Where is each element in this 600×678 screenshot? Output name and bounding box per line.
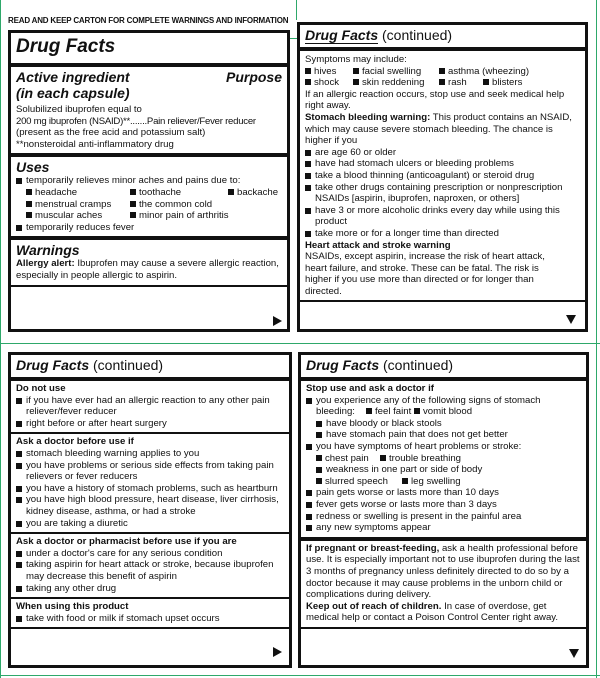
- continue-arrow-icon: [273, 647, 282, 657]
- bullet-icon: [16, 586, 22, 592]
- bullet-icon: [306, 525, 312, 531]
- use-muscular-aches: muscular aches: [35, 210, 103, 222]
- do-not-use-item: right before or after heart surgery: [16, 418, 284, 430]
- bullet-icon: [316, 421, 322, 427]
- panel-title: Drug Facts (continued): [305, 27, 453, 43]
- bullet-icon: [305, 208, 311, 214]
- stomach-item: take a blood thinning (anticoagulant) or steroid drug: [305, 170, 580, 182]
- stop-use-subrow: feel faint vomit blood: [306, 406, 581, 418]
- ask-pharmacist-item: taking aspirin for heart attack or stroke, because ibuprofen may decrease this benefit of aspirin: [16, 559, 284, 582]
- heart-warning-heading: Heart attack and stroke warning: [305, 239, 451, 251]
- bullet-icon: [306, 502, 312, 508]
- guide-line-left: [0, 0, 1, 678]
- ask-doctor-item: you have a history of stomach problems, such as heartburn: [16, 483, 284, 495]
- uses-heading: Uses: [16, 159, 50, 176]
- symptoms-intro: Symptoms may include:: [305, 54, 407, 65]
- ingredient-line: (present as the free acid and potassium salt): [16, 127, 206, 139]
- bullet-icon: [130, 201, 136, 207]
- bullet-icon: [26, 201, 32, 207]
- purpose-heading: Purpose: [225, 69, 282, 85]
- ingredient-line: **nonsteroidal anti-inflammatory drug: [16, 138, 174, 150]
- drug-facts-panel-1: [8, 30, 290, 332]
- guide-line-top-right: [296, 0, 297, 20]
- bullet-icon: [439, 68, 445, 74]
- do-not-use-heading: Do not use: [16, 383, 66, 394]
- bullet-icon: [353, 68, 359, 74]
- stop-use-item: redness or swelling is present in the painful area: [306, 511, 581, 523]
- bullet-icon: [439, 79, 445, 85]
- ask-pharmacist-item: under a doctor's care for any serious condition: [16, 548, 284, 560]
- warnings-heading: Warnings: [16, 242, 80, 259]
- stop-use-subitem: have bloody or black stools: [316, 418, 581, 430]
- keep-out-of-reach: Keep out of reach of children. In case of overdose, get medical help or contact a Poison Control Center right away.: [306, 600, 559, 624]
- bullet-icon: [353, 79, 359, 85]
- stomach-warning: Stomach bleeding warning: This product contains an NSAID, which may cause severe stomach bleeding. The chance is higher if you: [305, 111, 572, 147]
- bullet-icon: [16, 551, 22, 557]
- ingredient-line: 200 mg ibuprofen (NSAID)**.......Pain reliever/Fever reducer: [16, 115, 256, 127]
- bullet-icon: [305, 79, 311, 85]
- panel-title: Drug Facts (continued): [16, 357, 164, 373]
- stomach-item: are age 60 or older: [305, 147, 580, 159]
- stop-use-subrow: chest pain trouble breathing: [306, 453, 581, 465]
- active-ingredient-sub: (in each capsule): [16, 85, 130, 101]
- continue-arrow-icon: [566, 315, 576, 324]
- symptoms-row: hives facial swelling asthma (wheezing): [305, 66, 580, 78]
- bullet-icon: [316, 432, 322, 438]
- stomach-item: take more or for a longer time than directed: [305, 228, 580, 240]
- bullet-icon: [16, 421, 22, 427]
- stomach-item: have had stomach ulcers or bleeding problems: [305, 158, 580, 170]
- use-backache: backache: [237, 186, 279, 198]
- bullet-icon: [228, 189, 234, 195]
- ask-doctor-item: stomach bleeding warning applies to you: [16, 448, 284, 460]
- bullet-icon: [26, 189, 32, 195]
- stop-use-item: pain gets worse or lasts more than 10 days: [306, 487, 581, 499]
- bullet-icon: [16, 486, 22, 492]
- bullet-icon: [305, 185, 311, 191]
- ask-doctor-item: you are taking a diuretic: [16, 518, 284, 530]
- when-using-item: take with food or milk if stomach upset occurs: [16, 613, 284, 625]
- ask-doctor-heading: Ask a doctor before use if: [16, 436, 134, 448]
- active-ingredient-heading: Active ingredient: [16, 69, 130, 85]
- symptoms-row: shock skin reddening rash blisters: [305, 77, 580, 89]
- uses-subrow: [16, 187, 282, 199]
- bullet-icon: [306, 514, 312, 520]
- bullet-icon: [16, 398, 22, 404]
- bullet-icon: [483, 79, 489, 85]
- bullet-icon: [305, 68, 311, 74]
- bullet-icon: [130, 212, 136, 218]
- panel-title: Drug Facts (continued): [306, 357, 454, 373]
- bullet-icon: [26, 212, 32, 218]
- use-arthritis: minor pain of arthritis: [139, 210, 229, 222]
- drug-facts-panel-2: [297, 22, 588, 332]
- stomach-item: have 3 or more alcoholic drinks every day while using this product: [305, 205, 580, 228]
- bullet-icon: [305, 231, 311, 237]
- bullet-icon: [316, 478, 322, 484]
- bullet-icon: [305, 161, 311, 167]
- guide-line-bottom: [0, 675, 600, 676]
- symptoms-after: If an allergic reaction occurs, stop use and seek medical help right away.: [305, 88, 565, 112]
- ask-doctor-item: you have high blood pressure, heart disease, liver cirrhosis, kidney disease, asthma, or had a stroke: [16, 494, 284, 517]
- carton-banner: READ AND KEEP CARTON FOR COMPLETE WARNINGS AND INFORMATION: [8, 15, 289, 25]
- stop-use-subitem: weakness in one part or side of body: [316, 464, 581, 476]
- bullet-icon: [306, 490, 312, 496]
- drug-facts-panel-4: [298, 352, 589, 668]
- ask-doctor-item: you have problems or serious side effects from taking pain relievers or fever reducers: [16, 460, 284, 483]
- continue-arrow-icon: [273, 316, 282, 326]
- heart-warning-text: NSAIDs, except aspirin, increase the risk of heart attack, heart failure, and stroke. These can be fatal. The risk is higher if you use more than directed or for longer than directed.: [305, 251, 545, 297]
- stop-use-subitem: have stomach pain that does not get better: [316, 429, 581, 441]
- stop-use-item: you experience any of the following signs of stomach bleeding:: [306, 395, 581, 418]
- stop-use-subrow: slurred speech leg swelling: [306, 476, 581, 488]
- bullet-icon: [380, 455, 386, 461]
- use-menstrual-cramps: menstrual cramps: [35, 198, 112, 210]
- pregnancy-warning: If pregnant or breast-feeding, ask a health professional before use. It is especially important not to use ibuprofen during the last 3 months of pregnancy unless definitely directed to do so by a doctor because it may cause problems in the unborn child or complications during delivery.: [306, 542, 580, 601]
- panel-title: Drug Facts: [16, 36, 116, 57]
- use-common-cold: the common cold: [139, 198, 213, 210]
- use-toothache: toothache: [139, 186, 182, 198]
- continue-arrow-icon: [569, 649, 579, 658]
- uses-item: temporarily relieves minor aches and pains due to:: [16, 175, 282, 187]
- stomach-item: take other drugs containing prescription or nonprescription NSAIDs [aspirin, ibuprofen, naproxen, or others]: [305, 182, 580, 205]
- bullet-icon: [402, 478, 408, 484]
- ingredient-line: Solubilized ibuprofen equal to: [16, 104, 142, 115]
- stop-use-item: any new symptoms appear: [306, 522, 581, 534]
- bullet-icon: [130, 189, 136, 195]
- when-using-heading: When using this product: [16, 601, 129, 613]
- bullet-icon: [16, 521, 22, 527]
- uses-item: temporarily reduces fever: [16, 222, 282, 234]
- stop-use-heading: Stop use and ask a doctor if: [306, 383, 434, 394]
- bullet-icon: [16, 562, 22, 568]
- bullet-icon: [306, 398, 312, 404]
- bullet-icon: [305, 150, 311, 156]
- stop-use-item: you have symptoms of heart problems or stroke:: [306, 441, 581, 453]
- uses-subrow: [16, 199, 282, 211]
- bullet-icon: [16, 497, 22, 503]
- do-not-use-item: if you have ever had an allergic reaction to any other pain reliever/fever reducer: [16, 395, 284, 418]
- guide-line-mid: [0, 343, 600, 344]
- use-headache: headache: [35, 186, 78, 198]
- bullet-icon: [316, 467, 322, 473]
- bullet-icon: [16, 616, 22, 622]
- allergy-alert: Allergy alert: Ibuprofen may cause a severe allergic reaction, especially in people allergic to aspirin.: [16, 258, 279, 281]
- bullet-icon: [316, 455, 322, 461]
- bullet-icon: [16, 463, 22, 469]
- drug-facts-panel-3: [8, 352, 292, 668]
- uses-subrow: [16, 210, 282, 222]
- ask-pharmacist-heading: Ask a doctor or pharmacist before use if you are: [16, 536, 237, 548]
- bullet-icon: [16, 451, 22, 457]
- bullet-icon: [305, 173, 311, 179]
- bullet-icon: [16, 225, 22, 231]
- bullet-icon: [16, 178, 22, 184]
- bullet-icon: [306, 444, 312, 450]
- ask-pharmacist-item: taking any other drug: [16, 583, 284, 595]
- stop-use-item: fever gets worse or lasts more than 3 days: [306, 499, 581, 511]
- guide-line-right: [596, 0, 597, 678]
